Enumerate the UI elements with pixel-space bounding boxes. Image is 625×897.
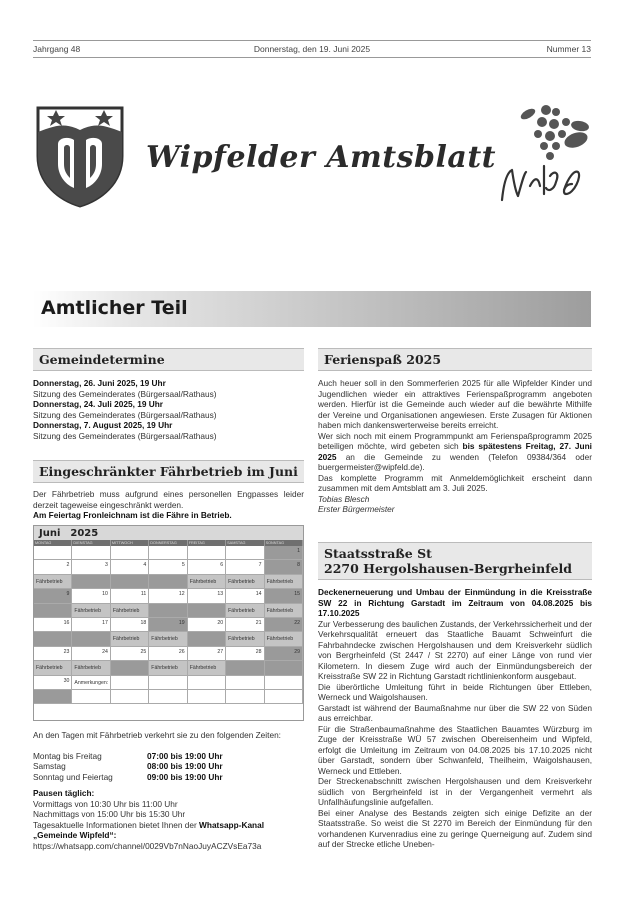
calendar-day-number: 13 [217, 591, 224, 598]
coat-of-arms-icon [34, 104, 126, 208]
calendar-day-event: Fährbetrieb [36, 578, 63, 585]
calendar-weekday: DONNERSTAG [149, 540, 187, 546]
calendar-day-cell [111, 604, 149, 618]
calendar-day-cell [265, 690, 303, 704]
calendar-day-cell [188, 676, 226, 690]
section-title: Amtlicher Teil [41, 297, 188, 319]
faehre-holiday-note: Am Feiertag Fronleichnam ist die Fähre in Betrieb. [33, 510, 232, 520]
calendar-day-cell [72, 690, 110, 704]
calendar-day-number: 24 [102, 648, 108, 655]
calendar-day-cell [265, 676, 303, 690]
calendar-day-number: 17 [102, 619, 108, 626]
ferienspass-p2-contact: an die Gemeinde zu wenden (Telefon 09384/364 oder buergermeister@wipfeld.de). [318, 451, 592, 472]
calendar-day-cell [34, 575, 72, 589]
staatsstrasse-p5: Der Streckenabschnitt zwischen Hergolshausen und dem Kreisverkehr südlich von Bergrheinfeld ist in der Vergangenheit vermehrt als Unfallhäufungslinie aufgefallen. [318, 776, 592, 807]
staatsstrasse-p2: Die überörtliche Umleitung führt in beide Richtungen über Ettleben, Werneck und Waigolshausen. [318, 681, 592, 702]
schedule-time: 08:00 bis 19:00 Uhr [147, 761, 223, 771]
termin-date: Donnerstag, 7. August 2025, 19 Uhr [33, 420, 173, 430]
calendar-day-cell [34, 676, 72, 690]
calendar-day-cell [72, 546, 110, 560]
calendar-day-event: Fährbetrieb [151, 636, 178, 643]
staatsstrasse-heading-line1: Staatsstraße St [324, 546, 432, 561]
calendar-day-number: 19 [178, 619, 185, 626]
calendar-day-cell [111, 575, 149, 589]
gemeindetermine-heading: Gemeindetermine [33, 348, 304, 371]
schedule-day: Sonntag und Feiertag [33, 771, 113, 782]
whatsapp-text: Tagesaktuelle Informationen bietet Ihnen der [33, 819, 200, 830]
calendar-day-number: 5 [181, 562, 185, 569]
staatsstrasse-heading [318, 542, 592, 580]
calendar-day-number: 16 [63, 619, 70, 626]
calendar-day-event: Anmerkungen: [74, 679, 109, 686]
calendar-day-cell [188, 690, 226, 704]
calendar-day-number: 15 [294, 591, 300, 598]
signature-role: Erster Bürgermeister [318, 504, 395, 514]
calendar-day-cell [149, 676, 187, 690]
calendar-day-cell [188, 575, 226, 589]
calendar-day-cell [226, 575, 264, 589]
calendar-day-cell [111, 560, 149, 574]
calendar-day-cell [188, 560, 226, 574]
calendar-day-cell [265, 604, 303, 618]
calendar-day-event: Fährbetrieb [151, 665, 178, 672]
staatsstrasse-heading-line2: 2270 Hergolshausen-Bergrheinfeld [324, 561, 573, 576]
calendar-day-cell [188, 589, 226, 603]
faehre-heading: Eingeschränkter Fährbetrieb im Juni [33, 460, 304, 483]
calendar-day-cell [149, 546, 187, 560]
schedule-time: 07:00 bis 19:00 Uhr [147, 750, 223, 761]
calendar-day-cell [188, 546, 226, 560]
calendar-day-cell [111, 632, 149, 646]
calendar-day-cell [188, 604, 226, 618]
calendar-day-cell [226, 589, 264, 603]
calendar-day-cell [72, 618, 110, 632]
pause-line: Vormittags von 10:30 Uhr bis 11:00 Uhr [33, 798, 178, 809]
staatsstrasse-p4: Für die Straßenbaumaßnahme des Staatlichen Bauamtes Würzburg im Zuge der Kreisstraße WÜ 57 zwischen Obereisenheim und Wipfeld, erfolgt die Umleitung im Zeitraum von 04.08.2025 bis 17.10.2025 nicht über Garstadt, sondern über Schwanfeld, Theilheim, Waigolshausen, Werneck und Ettleben. [318, 723, 592, 776]
calendar-day-event: Fährbetrieb [266, 578, 294, 585]
calendar-day-cell [111, 676, 149, 690]
calendar-day-cell [34, 604, 72, 618]
calendar-day-event: Fährbetrieb [36, 665, 63, 672]
calendar-day-number: 6 [220, 562, 224, 569]
ferienspass-p2-text: Wer sich noch mit einem Programmpunkt am Ferienspaßprogramm 2025 beteiligen möchte, wird gebeten sich [318, 430, 592, 451]
calendar-day-cell [188, 647, 226, 661]
calendar-day-cell [149, 661, 187, 675]
calendar-day-number: 22 [294, 619, 300, 626]
calendar-year: 2025 [70, 527, 99, 539]
calendar-grid [34, 540, 303, 704]
calendar-day-cell [34, 661, 72, 675]
calendar-day-number: 23 [63, 648, 70, 655]
calendar-day-cell [34, 546, 72, 560]
calendar-day-cell [265, 560, 303, 574]
calendar-day-number: 10 [102, 591, 108, 598]
calendar-day-cell [34, 647, 72, 661]
calendar-day-cell [72, 589, 110, 603]
calendar-day-number: 21 [255, 619, 262, 626]
termin-desc: Sitzung des Gemeinderates (Bürgersaal/Rathaus) [33, 409, 217, 420]
calendar-day-number: 14 [255, 591, 262, 598]
calendar-day-cell [149, 618, 187, 632]
calendar-day-number: 20 [217, 619, 224, 626]
calendar-day-cell [265, 546, 303, 560]
calendar-day-cell [72, 604, 110, 618]
issue-header-bar [33, 40, 591, 58]
calendar-day-cell [149, 632, 187, 646]
ferienspass-p3: Das komplette Programm mit Anmeldemöglichkeit erscheint dann zusammen mit dem Amtsblatt am 3. Juli 2025. [318, 472, 592, 493]
calendar-weekday: SAMSTAG [226, 540, 264, 546]
calendar-day-cell [34, 589, 72, 603]
ferienspass-heading: Ferienspaß 2025 [318, 348, 592, 371]
calendar-day-number: 8 [297, 562, 300, 569]
termin-date: Donnerstag, 24. Juli 2025, 19 Uhr [33, 399, 164, 409]
issue-number: Nummer 13 [546, 44, 591, 54]
termin-desc: Sitzung des Gemeinderates (Bürgersaal/Rathaus) [33, 430, 217, 441]
calendar-day-event: Fährbetrieb [112, 636, 140, 643]
calendar-day-cell [226, 647, 264, 661]
calendar-day-cell [188, 661, 226, 675]
calendar-day-cell [111, 618, 149, 632]
calendar-day-event: Fährbetrieb [189, 578, 217, 585]
calendar-day-event: Fährbetrieb [189, 665, 217, 672]
calendar-header [34, 526, 303, 540]
faehre-times [33, 730, 304, 851]
calendar-day-number: 29 [294, 648, 300, 655]
calendar-day-number: 1 [297, 548, 300, 554]
schedule-day: Samstag [33, 761, 66, 771]
calendar-day-number: 12 [178, 591, 185, 598]
termin-desc: Sitzung des Gemeinderates (Bürgersaal/Rathaus) [33, 388, 217, 399]
calendar-day-event: Fährbetrieb [74, 607, 101, 614]
calendar-day-cell [265, 575, 303, 589]
faehre-box [33, 460, 304, 521]
calendar-day-number: 3 [104, 562, 108, 569]
calendar-day-cell [111, 546, 149, 560]
calendar-day-cell [111, 589, 149, 603]
calendar-day-number: 2 [66, 562, 70, 569]
calendar-day-cell [149, 560, 187, 574]
calendar-day-cell [188, 618, 226, 632]
gemeindetermine-list [33, 378, 304, 441]
section-banner [33, 291, 591, 327]
signature-name: Tobias Blesch [318, 493, 370, 504]
calendar-day-cell [265, 647, 303, 661]
calendar-day-cell [34, 690, 72, 704]
faehre-after-text: An den Tagen mit Fährbetrieb verkehrt sie zu den folgenden Zeiten: [33, 730, 281, 740]
whatsapp-link[interactable]: https://whatsapp.com/channel/0029Vb7nNaoJuyACZVsEa73a [33, 840, 262, 851]
calendar-weekday: DIENSTAG [72, 540, 110, 546]
calendar-day-event: Fährbetrieb [228, 607, 255, 614]
calendar-day-cell [149, 589, 187, 603]
calendar-day-number: 11 [140, 591, 147, 598]
calendar-day-cell [226, 618, 264, 632]
calendar-day-event: Fährbetrieb [74, 665, 101, 672]
calendar-day-event: Fährbetrieb [266, 607, 294, 614]
calendar-day-event: Fährbetrieb [228, 636, 255, 643]
calendar-day-number: 30 [63, 677, 70, 684]
calendar-day-cell [226, 560, 264, 574]
calendar-day-cell [226, 676, 264, 690]
calendar-day-cell [226, 546, 264, 560]
calendar-day-number: 7 [258, 562, 262, 569]
ferienspass-box [318, 348, 592, 515]
schedule-time: 09:00 bis 19:00 Uhr [147, 771, 223, 782]
termin-date: Donnerstag, 26. Juni 2025, 19 Uhr [33, 378, 166, 388]
ferry-schedule [33, 751, 304, 783]
calendar-day-cell [149, 647, 187, 661]
calendar-day-cell [34, 632, 72, 646]
calendar-day-cell [72, 632, 110, 646]
gemeindetermine-box [33, 348, 304, 441]
calendar-day-number: 9 [66, 591, 70, 598]
ferry-calendar [33, 525, 304, 721]
calendar-day-cell [72, 560, 110, 574]
ferienspass-deadline: bis spätestens Freitag, 27. Juni 2025 [318, 441, 592, 462]
calendar-weekday: MITTWOCH [111, 540, 149, 546]
newspaper-title: Wipfelder Amtsblatt [146, 140, 497, 175]
calendar-day-cell [226, 604, 264, 618]
calendar-day-cell [111, 647, 149, 661]
staatsstrasse-p6: Bei einer Analyse des Bestands zeigten sich einige Defizite an der Staatsstraße. So weist die St 2270 im Bereich der Einmündung für den vorhandenen Kurvenradius eine zu geringe Querneigung auf. Zudem sind auf der Strecke etliche Uneben- [318, 807, 592, 849]
calendar-day-cell [111, 661, 149, 675]
calendar-day-number: 25 [140, 648, 147, 655]
calendar-weekday: SONNTAG [265, 540, 303, 546]
calendar-day-cell [149, 604, 187, 618]
staatsstrasse-lead: Deckenerneuerung und Umbau der Einmündung in die Kreisstraße SW 22 in Richtung Garstadt im Zeitraum von 04.08.2025 bis 17.10.2025 [318, 587, 592, 618]
calendar-day-cell [149, 690, 187, 704]
pause-line: Nachmittags von 15:00 Uhr bis 15:30 Uhr [33, 809, 186, 819]
calendar-day-cell [226, 632, 264, 646]
calendar-day-event: Fährbetrieb [112, 607, 140, 614]
schedule-day: Montag bis Freitag [33, 750, 102, 761]
calendar-weekday: MONTAG [34, 540, 72, 546]
staatsstrasse-box [318, 542, 592, 850]
calendar-day-number: 28 [255, 648, 262, 655]
calendar-day-cell [72, 661, 110, 675]
calendar-day-cell [72, 676, 110, 690]
faehre-intro: Der Fährbetrieb muss aufgrund eines personellen Engpasses leider derzeit tageweise eingeschränkt werden. [33, 489, 304, 510]
calendar-day-cell [149, 575, 187, 589]
calendar-day-cell [265, 661, 303, 675]
calendar-weekday: FREITAG [188, 540, 226, 546]
whatsapp-channel: Whatsapp-Kanal „Gemeinde Wipfeld“: [33, 819, 265, 840]
calendar-day-cell [265, 618, 303, 632]
calendar-day-cell [34, 560, 72, 574]
calendar-day-cell [226, 690, 264, 704]
calendar-day-event: Fährbetrieb [228, 578, 255, 585]
calendar-day-number: 26 [178, 648, 185, 655]
calendar-day-cell [111, 690, 149, 704]
ferienspass-p2 [318, 431, 592, 473]
town-grape-logo-icon [494, 100, 599, 208]
calendar-day-cell [226, 661, 264, 675]
staatsstrasse-p3: Garstadt ist während der Baumaßnahme nur über die SW 22 von Süden aus erreichbar. [318, 702, 592, 723]
issue-year: Jahrgang 48 [33, 44, 81, 54]
whatsapp-info [33, 820, 304, 841]
pausen-heading: Pausen täglich: [33, 788, 95, 798]
ferienspass-p1: Auch heuer soll in den Sommerferien 2025 für alle Wipfelder Kinder und Jugendlichen wieder ein attraktives Ferienspaßprogramm angeboten werden. Hierfür ist die Gemeinde auch wieder auf die bewährte Mithilfe der Vereine und Organisationen angewiesen. Erste Zusagen für Aktionen haben mich dankenswerterweise bereits erreicht. [318, 378, 592, 430]
calendar-day-event: Fährbetrieb [266, 636, 294, 643]
issue-date: Donnerstag, den 19. Juni 2025 [253, 44, 371, 54]
calendar-month: Juni [39, 527, 61, 539]
calendar-day-number: 18 [140, 619, 147, 626]
calendar-day-number: 4 [143, 562, 147, 569]
calendar-day-cell [188, 632, 226, 646]
calendar-day-cell [72, 647, 110, 661]
calendar-day-cell [72, 575, 110, 589]
calendar-day-cell [265, 632, 303, 646]
calendar-day-number: 27 [217, 648, 224, 655]
staatsstrasse-p1: Zur Verbesserung des baulichen Zustands, der Verkehrssicherheit und der Verkehrsqualität erneuert das Staatliche Bauamt Schweinfurt die Fahrbahndecke zwischen Hergolshausen und dem Kreisverkehr südlich von Bergrheinfeld (St 2447 / St 2270) auf einer Länge von rund vier Kilometern. In diesem Zuge wird auch der Einmündungsbereich der Kreisstraße SW 22 in Richtung Garstadt richtlinienkonform ausgebaut. [318, 618, 592, 681]
calendar-day-cell [34, 618, 72, 632]
calendar-day-cell [265, 589, 303, 603]
